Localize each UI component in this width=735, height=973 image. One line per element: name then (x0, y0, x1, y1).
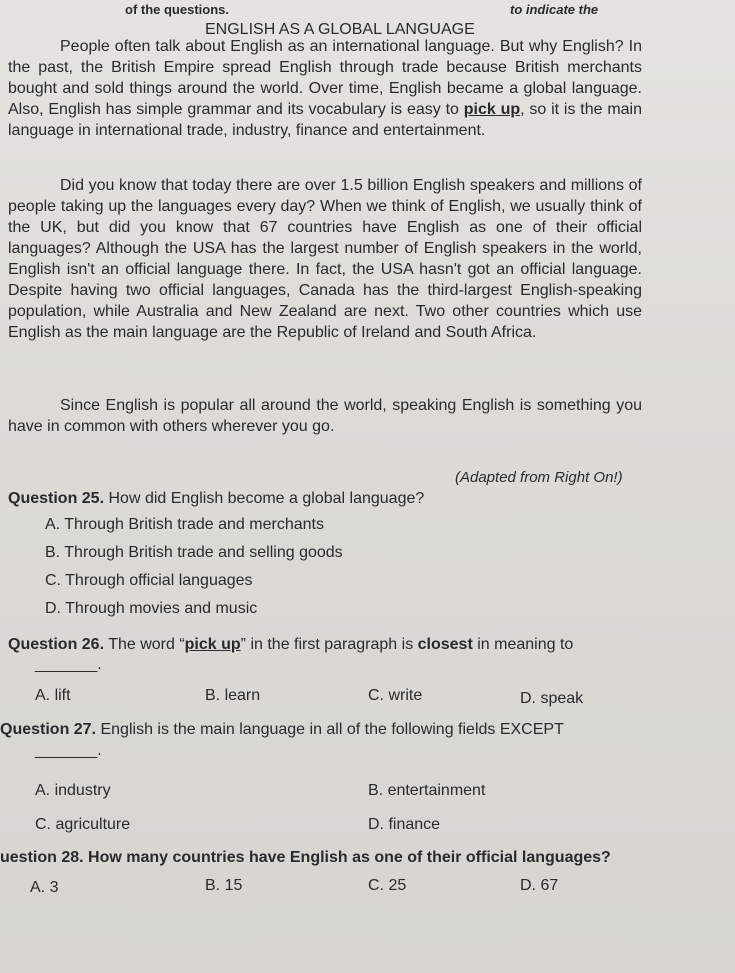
q26-option-a[interactable]: A. lift (35, 687, 71, 704)
passage-paragraph-1 (8, 36, 642, 141)
passage-title: ENGLISH AS A GLOBAL LANGUAGE (205, 21, 475, 38)
q27-option-c[interactable]: C. agriculture (35, 816, 131, 833)
q27-option-b[interactable]: B. entertainment (368, 782, 486, 799)
p1-text-after: , so it is the main language in international trade, industry, finance and entertainment. (8, 101, 643, 139)
q25-option-d[interactable]: D. Through movies and music (45, 600, 258, 617)
q27-option-d[interactable]: D. finance (368, 816, 441, 833)
q26-closest: closest (417, 636, 473, 653)
question-26 (8, 635, 573, 655)
question-27-label: Question 27. (0, 721, 97, 738)
header-instruction-right: to indicate the (510, 2, 599, 17)
q28-option-a[interactable]: A. 3 (30, 879, 59, 896)
p1-keyword-pick-up: pick up (463, 101, 521, 118)
question-27-text: English is the main language in all of the following fields EXCEPT (100, 721, 564, 738)
question-25-text: How did English become a global language? (108, 490, 425, 507)
question-28 (0, 848, 611, 868)
q26-option-b[interactable]: B. learn (205, 687, 261, 704)
q28-option-c[interactable]: C. 25 (368, 877, 407, 894)
question-28-text: How many countries have English as one of their official languages? (88, 849, 611, 866)
q26-text-middle: ” in the first paragraph is (240, 636, 418, 653)
q26-option-d[interactable]: D. speak (520, 690, 584, 707)
passage-source: (Adapted from Right On!) (455, 469, 623, 486)
q26-option-c[interactable]: C. write (368, 687, 423, 704)
q26-text-before: The word “ (108, 636, 185, 653)
q28-option-d[interactable]: D. 67 (520, 877, 559, 894)
question-27 (0, 720, 564, 740)
q27-option-a[interactable]: A. industry (35, 782, 111, 799)
q25-option-a[interactable]: A. Through British trade and merchants (45, 516, 324, 533)
passage-paragraph-3: Since English is popular all around the world, speaking English is something you have in common with others wherever you go. (8, 397, 642, 435)
passage-paragraph-2: Did you know that today there are over 1.5 billion English speakers and millions of people taking up the languages every day? When we think of English, we usually think of the UK, but did you know that 67 countries have English as one of their official languages? Although the USA has the largest number of English speakers in the world, English isn't an official language there. In fact, the USA hasn't got an official language. Despite having two official languages, Canada has the third-largest English-speaking population, while Australia and New Zealand are next. Two other countries which use English as the main language are the Republic of Ireland and South Africa. (8, 177, 642, 341)
q26-text-after: in meaning to (472, 636, 574, 653)
q25-option-c[interactable]: C. Through official languages (45, 572, 253, 589)
q28-option-b[interactable]: B. 15 (205, 877, 243, 894)
q26-keyword-pick-up: pick up (184, 636, 241, 653)
q25-option-b[interactable]: B. Through British trade and selling goods (45, 544, 343, 561)
question-25-label: Question 25. (8, 490, 105, 507)
question-28-label: uestion 28. (0, 849, 84, 866)
question-25 (8, 489, 424, 509)
question-26-label: Question 26. (8, 636, 105, 653)
q27-blank: _______. (35, 742, 102, 759)
p1-text-before: People often talk about English as an international language. But why English? In the past, the British Empire spread English through trade because British merchants bought and sold things around the world. Over time, English became a global language. Also, English has simple grammar and its vocabulary is easy to (8, 38, 642, 118)
header-instruction-left: of the questions. (125, 2, 229, 17)
q26-blank: _______. (35, 656, 102, 673)
